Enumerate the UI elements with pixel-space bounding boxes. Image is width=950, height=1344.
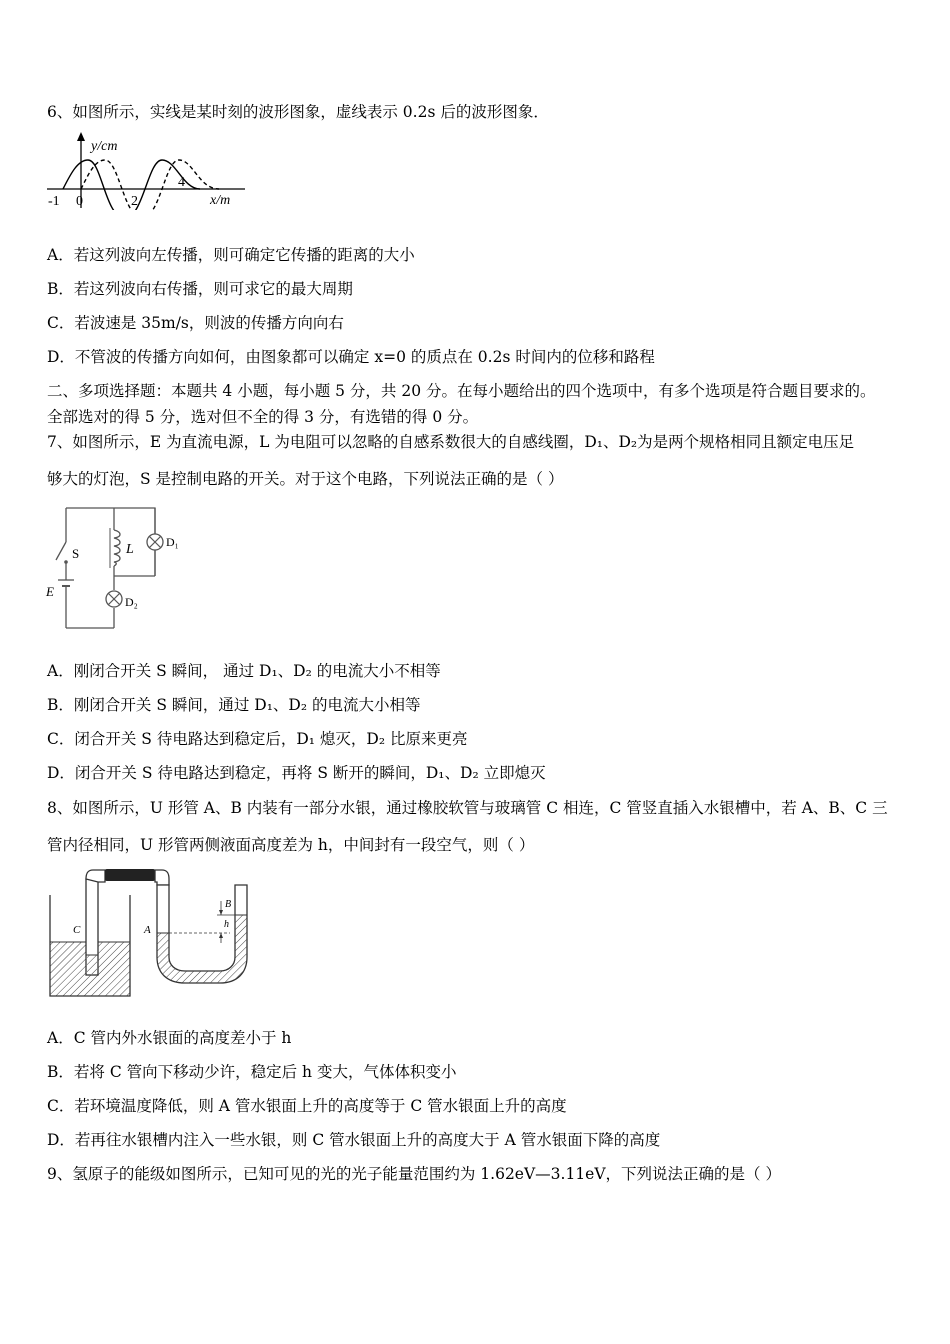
q6-stem: 6、如图所示，实线是某时刻的波形图象，虚线表示 0.2s 后的波形图象． <box>47 103 549 121</box>
dashed-wave <box>81 160 219 210</box>
wave-figure <box>45 130 245 210</box>
lamp-d2-icon <box>106 591 122 607</box>
q6-option-a: A．若这列波向左传播，则可确定它传播的距离的大小 <box>47 246 415 264</box>
rubber-hose <box>105 869 155 881</box>
label-a: A <box>144 924 151 936</box>
q9-stem: 9、氢原子的能级如图所示，已知可见的光的光子能量范围约为 1.62eV—3.11eV，下列说法正确的是（ ） <box>47 1165 781 1183</box>
label-h: h <box>224 919 229 930</box>
q8-stem-line2: 管内径相同，U 形管两侧液面高度差为 h，中间封有一段空气，则（ ） <box>47 836 535 854</box>
q8-option-c: C．若环境温度降低，则 A 管水银面上升的高度等于 C 管水银面上升的高度 <box>47 1097 567 1115</box>
tick-0: 0 <box>76 194 83 209</box>
q6-option-b: B．若这列波向右传播，则可求它的最大周期 <box>47 280 353 298</box>
tick-4: 4 <box>178 175 185 190</box>
switch-contact <box>64 560 68 564</box>
connector-right <box>155 870 169 885</box>
u-tube-figure <box>45 865 257 1002</box>
section2-line2: 全部选对的得 5 分，选对但不全的得 3 分，有选错的得 0 分。 <box>47 408 479 426</box>
tube-c <box>86 879 98 975</box>
label-e: E <box>46 584 54 599</box>
q6-option-c: C．若波速是 35m/s，则波的传播方向向右 <box>47 314 344 332</box>
q7-stem-line2: 够大的灯泡，S 是控制电路的开关。对于这个电路，下列说法正确的是（ ） <box>47 470 564 488</box>
q7-option-d: D．闭合开关 S 待电路达到稳定，再将 S 断开的瞬间，D₁、D₂ 立即熄灭 <box>47 764 546 782</box>
label-s: S <box>72 546 80 561</box>
label-d2: D₂ <box>125 595 138 609</box>
label-c: C <box>73 924 81 936</box>
q8-stem-line1: 8、如图所示，U 形管 A、B 内装有一部分水银，通过橡胶软管与玻璃管 C 相连，C 管竖直插入水银槽中，若 A、B、C 三 <box>47 799 888 817</box>
q7-stem-line1: 7、如图所示，E 为直流电源，L 为电阻可以忽略的自感系数很大的自感线圈，D₁、D₂为是两个规格相同且额定电压足 <box>47 433 855 451</box>
lamp-d1-icon <box>147 534 163 550</box>
switch-blade <box>56 542 66 560</box>
q6-option-d: D．不管波的传播方向如何，由图象都可以确定 x=0 的质点在 0.2s 时间内的位移和路程 <box>47 348 655 366</box>
section2-line1: 二、多项选择题：本题共 4 小题，每小题 5 分，共 20 分。在每小题给出的四个选项中，有多个选项是符合题目要求的。 <box>47 382 876 400</box>
wave-ylabel: y/cm <box>91 139 118 154</box>
connector-left <box>86 870 105 882</box>
tick-2: 2 <box>131 194 138 209</box>
tick-minus1: -1 <box>48 194 60 209</box>
q7-option-c: C．闭合开关 S 待电路达到稳定后，D₁ 熄灭，D₂ 比原来更亮 <box>47 730 468 748</box>
label-l: L <box>126 542 134 557</box>
label-d1: D₁ <box>166 535 179 549</box>
inductor-coil <box>114 530 120 566</box>
q8-option-b: B．若将 C 管向下移动少许，稳定后 h 变大，气体体积变小 <box>47 1063 457 1081</box>
circuit-figure <box>42 500 202 635</box>
q7-option-a: A．刚闭合开关 S 瞬间， 通过 D₁、D₂ 的电流大小不相等 <box>47 662 441 680</box>
q8-option-a: A．C 管内外水银面的高度差小于 h <box>47 1029 292 1047</box>
wave-xlabel: x/m <box>210 193 231 208</box>
u-tube <box>157 885 247 983</box>
q8-option-d: D．若再往水银槽内注入一些水银，则 C 管水银面上升的高度大于 A 管水银面下降的高度 <box>47 1131 661 1149</box>
q7-option-b: B．刚闭合开关 S 瞬间，通过 D₁、D₂ 的电流大小相等 <box>47 696 421 714</box>
label-b: B <box>225 899 232 910</box>
